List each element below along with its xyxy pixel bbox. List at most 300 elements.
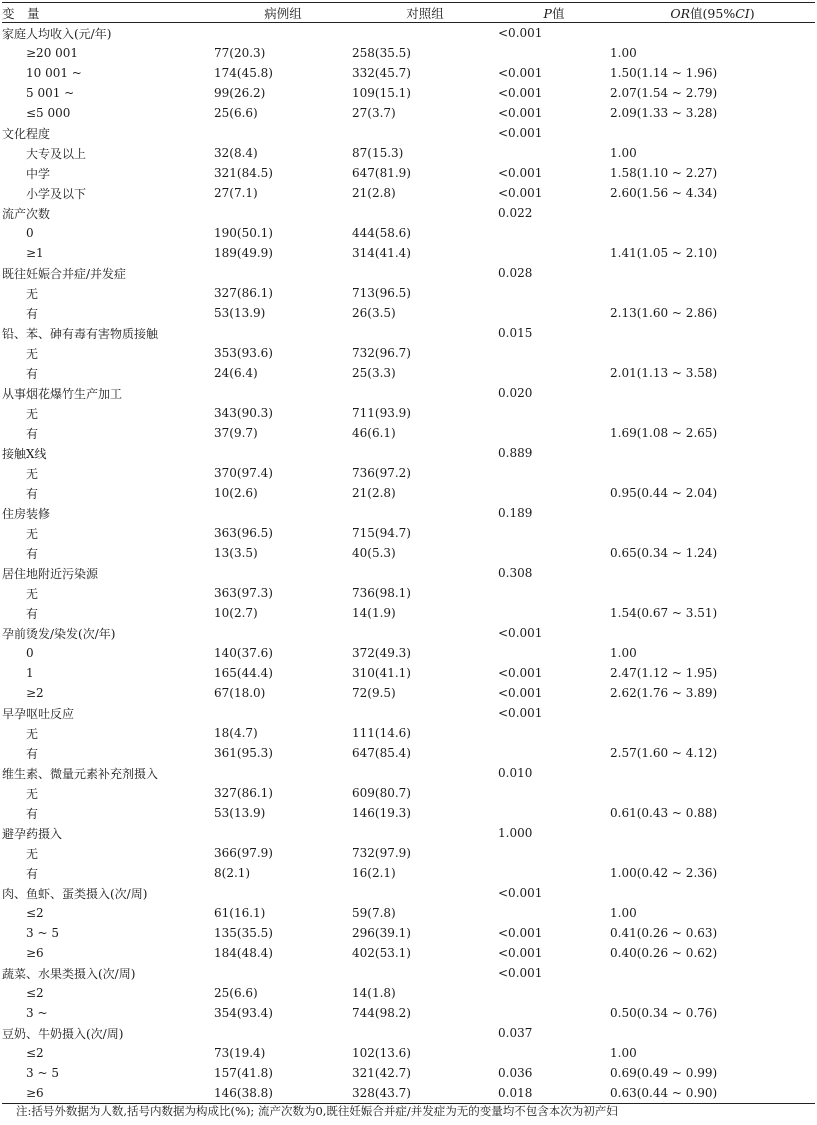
table-body <box>2 23 815 1104</box>
cell-case-count: 370(97.4) <box>214 466 273 480</box>
cell-case-count <box>214 383 352 403</box>
cell-odds-ratio <box>610 263 815 283</box>
cell-control-count: 647(81.9) <box>352 166 411 180</box>
table-row <box>2 843 815 863</box>
cell-case-count: 25(6.6) <box>214 986 258 1000</box>
cell-case-count: 135(35.5) <box>214 926 273 940</box>
table-row <box>2 103 815 123</box>
table-row <box>2 1063 815 1083</box>
cell-p-value: 0.018 <box>498 1083 610 1104</box>
cell-case-count: 184(48.4) <box>214 946 273 960</box>
cell-control-count: 14(1.8) <box>352 986 396 1000</box>
cell-p-value <box>498 903 610 923</box>
cell-control-count <box>352 823 498 843</box>
cell-p-value: 0.036 <box>498 1066 533 1080</box>
cell-case-count <box>214 703 352 723</box>
cell-variable: 小学及以下 <box>26 186 87 201</box>
cell-control-count <box>352 443 498 463</box>
cell-case-count: 8(2.1) <box>214 866 251 880</box>
cell-case-count: 53(13.9) <box>214 306 266 320</box>
cell-p-value <box>498 783 610 803</box>
table-row <box>2 863 815 883</box>
cell-odds-ratio <box>610 343 815 363</box>
cell-case-count: 99(26.2) <box>214 86 266 100</box>
cell-case-count <box>214 623 352 643</box>
cell-variable: 住房装修 <box>2 506 51 521</box>
cell-odds-ratio: 0.69(0.49 ~ 0.99) <box>610 1066 718 1080</box>
header-or-end: ) <box>749 5 755 21</box>
table-row <box>2 183 815 203</box>
cell-p-value: 1.000 <box>498 826 533 840</box>
cell-variable: 1 <box>26 666 34 680</box>
category-row <box>2 883 815 903</box>
cell-variable: 中学 <box>26 166 51 181</box>
cell-control-count: 21(2.8) <box>352 186 396 200</box>
cell-variable: 无 <box>26 786 39 801</box>
cell-p-value <box>498 743 610 763</box>
cell-control-count: 713(96.5) <box>352 286 411 300</box>
cell-control-count: 736(98.1) <box>352 586 411 600</box>
cell-odds-ratio <box>610 463 815 483</box>
cell-case-count <box>214 323 352 343</box>
category-row <box>2 123 815 143</box>
cell-control-count: 609(80.7) <box>352 786 411 800</box>
cell-variable: 流产次数 <box>2 206 51 221</box>
cell-p-value <box>498 643 610 663</box>
cell-odds-ratio <box>610 983 815 1003</box>
cell-variable: 5 001 ~ <box>26 86 75 100</box>
cell-p-value: <0.001 <box>498 86 543 100</box>
table-row <box>2 463 815 483</box>
category-row <box>2 443 815 463</box>
risk-factor-table <box>2 2 815 1104</box>
cell-odds-ratio: 1.50(1.14 ~ 1.96) <box>610 66 718 80</box>
cell-p-value: 0.028 <box>498 266 533 280</box>
cell-variable: 大专及以上 <box>26 146 87 161</box>
cell-p-value: <0.001 <box>498 686 543 700</box>
cell-odds-ratio: 1.00 <box>610 1046 637 1060</box>
table-row <box>2 903 815 923</box>
cell-case-count: 363(96.5) <box>214 526 273 540</box>
cell-control-count: 711(93.9) <box>352 406 411 420</box>
cell-p-value: 0.189 <box>498 506 533 520</box>
cell-control-count: 372(49.3) <box>352 646 411 660</box>
table-row <box>2 683 815 703</box>
table-row <box>2 243 815 263</box>
category-row <box>2 623 815 643</box>
table-row <box>2 483 815 503</box>
category-row <box>2 703 815 723</box>
cell-control-count <box>352 23 498 44</box>
cell-control-count <box>352 383 498 403</box>
category-row <box>2 763 815 783</box>
cell-odds-ratio <box>610 823 815 843</box>
cell-control-count: 321(42.7) <box>352 1066 411 1080</box>
cell-variable: 3 ~ 5 <box>26 1066 59 1080</box>
cell-odds-ratio <box>610 323 815 343</box>
cell-variable: ≥6 <box>2 1083 214 1104</box>
cell-variable: 肉、鱼虾、蛋类摄入(次/周) <box>2 886 148 901</box>
header-or-mid: 值(95% <box>690 5 736 21</box>
cell-control-count: 46(6.1) <box>352 426 396 440</box>
table-row <box>2 803 815 823</box>
cell-odds-ratio: 1.00(0.42 ~ 2.36) <box>610 866 718 880</box>
cell-odds-ratio: 1.58(1.10 ~ 2.27) <box>610 166 718 180</box>
cell-control-count: 296(39.1) <box>352 926 411 940</box>
table-row <box>2 583 815 603</box>
cell-p-value <box>498 143 610 163</box>
cell-odds-ratio <box>610 383 815 403</box>
cell-control-count: 72(9.5) <box>352 686 396 700</box>
cell-case-count <box>214 23 352 44</box>
category-row <box>2 963 815 983</box>
cell-odds-ratio <box>610 723 815 743</box>
cell-odds-ratio: 2.09(1.33 ~ 3.28) <box>610 106 718 120</box>
cell-case-count: 174(45.8) <box>214 66 273 80</box>
cell-p-value <box>498 283 610 303</box>
cell-odds-ratio: 2.13(1.60 ~ 2.86) <box>610 306 718 320</box>
cell-p-value <box>498 343 610 363</box>
cell-odds-ratio: 2.60(1.56 ~ 4.34) <box>610 186 718 200</box>
cell-odds-ratio <box>610 963 815 983</box>
cell-variable: 0 <box>26 646 34 660</box>
cell-case-count <box>214 1023 352 1043</box>
header-row <box>2 3 815 23</box>
table-row <box>2 663 815 683</box>
cell-control-count: 146(19.3) <box>352 806 411 820</box>
header-p-value <box>498 3 610 23</box>
cell-variable: 豆奶、牛奶摄入(次/周) <box>2 1026 124 1041</box>
cell-control-count: 444(58.6) <box>352 226 411 240</box>
cell-variable: 有 <box>26 486 39 501</box>
table-row <box>2 643 815 663</box>
cell-control-count: 27(3.7) <box>352 106 396 120</box>
cell-case-count: 366(97.9) <box>214 846 273 860</box>
cell-control-count: 314(41.4) <box>352 246 411 260</box>
cell-case-count: 157(41.8) <box>214 1066 273 1080</box>
cell-variable: 3 ~ 5 <box>26 926 59 940</box>
header-case-group: 病例组 <box>214 3 352 23</box>
cell-p-value: <0.001 <box>498 66 543 80</box>
cell-odds-ratio <box>610 403 815 423</box>
cell-variable: 有 <box>26 746 39 761</box>
cell-p-value: <0.001 <box>498 666 543 680</box>
cell-odds-ratio <box>610 583 815 603</box>
cell-case-count: 18(4.7) <box>214 726 258 740</box>
cell-variable: 0 <box>26 226 34 240</box>
cell-p-value: 0.308 <box>498 566 533 580</box>
cell-case-count: 189(49.9) <box>214 246 273 260</box>
category-row <box>2 323 815 343</box>
cell-case-count: 77(20.3) <box>214 46 266 60</box>
cell-case-count <box>214 563 352 583</box>
category-row <box>2 263 815 283</box>
cell-p-value: 0.020 <box>498 386 533 400</box>
cell-odds-ratio: 0.40(0.26 ~ 0.62) <box>610 946 718 960</box>
cell-case-count <box>214 763 352 783</box>
cell-odds-ratio: 2.01(1.13 ~ 3.58) <box>610 366 718 380</box>
cell-variable: 居住地附近污染源 <box>2 566 99 581</box>
cell-case-count: 32(8.4) <box>214 146 258 160</box>
cell-odds-ratio: 1.00 <box>610 146 637 160</box>
cell-odds-ratio: 0.50(0.34 ~ 0.76) <box>610 1006 718 1020</box>
cell-variable: 蔬菜、水果类摄入(次/周) <box>2 966 136 981</box>
table-row <box>2 43 815 63</box>
table-row <box>2 163 815 183</box>
cell-p-value <box>498 403 610 423</box>
table-row <box>2 943 815 963</box>
cell-case-count: 354(93.4) <box>214 1006 273 1020</box>
cell-odds-ratio <box>610 23 815 44</box>
cell-variable: 无 <box>26 586 39 601</box>
table-row <box>2 743 815 763</box>
cell-case-count: 327(86.1) <box>214 786 273 800</box>
cell-variable: ≥6 <box>26 946 44 960</box>
cell-odds-ratio <box>610 523 815 543</box>
cell-variable: 无 <box>26 466 39 481</box>
cell-p-value <box>498 1043 610 1063</box>
cell-control-count <box>352 263 498 283</box>
cell-p-value: 0.010 <box>498 766 533 780</box>
table-row <box>2 603 815 623</box>
cell-case-count <box>214 203 352 223</box>
cell-odds-ratio <box>610 883 815 903</box>
cell-variable: 有 <box>26 606 39 621</box>
cell-case-count: 61(16.1) <box>214 906 266 920</box>
table-row <box>2 403 815 423</box>
cell-case-count: 25(6.6) <box>214 106 258 120</box>
cell-control-count: 647(85.4) <box>352 746 411 760</box>
cell-case-count: 10(2.7) <box>214 606 258 620</box>
cell-variable: 无 <box>26 346 39 361</box>
cell-variable: 无 <box>26 526 39 541</box>
cell-control-count <box>352 503 498 523</box>
cell-p-value: 0.889 <box>498 446 533 460</box>
cell-control-count: 402(53.1) <box>352 946 411 960</box>
cell-case-count: 343(90.3) <box>214 406 273 420</box>
header-variable: 变 量 <box>2 3 214 23</box>
cell-odds-ratio: 0.65(0.34 ~ 1.24) <box>610 546 718 560</box>
cell-variable: 有 <box>26 306 39 321</box>
cell-variable: 10 001 ~ <box>26 66 82 80</box>
table-row <box>2 63 815 83</box>
table-row <box>2 363 815 383</box>
cell-p-value: 0.022 <box>498 206 533 220</box>
cell-variable: 早孕呕吐反应 <box>2 706 75 721</box>
cell-case-count <box>214 823 352 843</box>
cell-variable: ≤2 <box>26 986 44 1000</box>
cell-case-count: 140(37.6) <box>214 646 273 660</box>
cell-control-count: 715(94.7) <box>352 526 411 540</box>
cell-control-count: 109(15.1) <box>352 86 411 100</box>
cell-case-count: 363(97.3) <box>214 586 273 600</box>
cell-variable: 接触X线 <box>2 446 47 461</box>
cell-control-count <box>352 963 498 983</box>
cell-control-count: 732(97.9) <box>352 846 411 860</box>
cell-case-count: 361(95.3) <box>214 746 273 760</box>
cell-control-count <box>352 123 498 143</box>
cell-odds-ratio <box>610 223 815 243</box>
cell-odds-ratio <box>610 623 815 643</box>
cell-case-count: 165(44.4) <box>214 666 273 680</box>
cell-case-count: 353(93.6) <box>214 346 273 360</box>
table-row <box>2 303 815 323</box>
cell-variable: ≥20 001 <box>26 46 79 60</box>
table-row <box>2 923 815 943</box>
cell-variable: 有 <box>26 426 39 441</box>
cell-p-value <box>498 243 610 263</box>
cell-control-count <box>352 763 498 783</box>
cell-control-count <box>352 203 498 223</box>
cell-control-count: 102(13.6) <box>352 1046 411 1060</box>
cell-variable: ≤2 <box>26 906 44 920</box>
cell-case-count: 37(9.7) <box>214 426 258 440</box>
cell-p-value: <0.001 <box>498 706 543 720</box>
cell-p-value: <0.001 <box>498 626 543 640</box>
cell-control-count: 332(45.7) <box>352 66 411 80</box>
cell-case-count: 73(19.4) <box>214 1046 266 1060</box>
cell-variable: 无 <box>26 406 39 421</box>
cell-control-count: 25(3.3) <box>352 366 396 380</box>
category-row <box>2 203 815 223</box>
cell-p-value <box>498 863 610 883</box>
cell-p-value <box>498 583 610 603</box>
cell-p-value <box>498 543 610 563</box>
cell-p-value: <0.001 <box>498 966 543 980</box>
cell-case-count: 10(2.6) <box>214 486 258 500</box>
table-row <box>2 1003 815 1023</box>
cell-control-count: 21(2.8) <box>352 486 396 500</box>
cell-odds-ratio: 1.00 <box>610 906 637 920</box>
cell-variable: 有 <box>26 546 39 561</box>
cell-case-count <box>214 963 352 983</box>
header-odds-ratio <box>610 3 815 23</box>
table-row <box>2 283 815 303</box>
cell-p-value <box>498 483 610 503</box>
cell-case-count: 24(6.4) <box>214 366 258 380</box>
table-row <box>2 1043 815 1063</box>
cell-p-value <box>498 523 610 543</box>
cell-odds-ratio: 1.00 <box>610 46 637 60</box>
cell-p-value <box>498 723 610 743</box>
cell-odds-ratio: 2.62(1.76 ~ 3.89) <box>610 686 718 700</box>
table-row <box>2 543 815 563</box>
cell-odds-ratio <box>610 843 815 863</box>
cell-odds-ratio <box>610 763 815 783</box>
cell-odds-ratio: 0.41(0.26 ~ 0.63) <box>610 926 718 940</box>
cell-odds-ratio <box>610 563 815 583</box>
cell-odds-ratio: 2.47(1.12 ~ 1.95) <box>610 666 718 680</box>
cell-variable: 铅、苯、砷有毒有害物质接触 <box>2 326 159 341</box>
cell-odds-ratio: 2.07(1.54 ~ 2.79) <box>610 86 718 100</box>
cell-control-count: 40(5.3) <box>352 546 396 560</box>
cell-odds-ratio <box>610 123 815 143</box>
category-row <box>2 1023 815 1043</box>
cell-control-count: 328(43.7) <box>352 1083 498 1104</box>
cell-control-count <box>352 623 498 643</box>
cell-p-value: 0.037 <box>498 1026 533 1040</box>
cell-control-count: 111(14.6) <box>352 726 411 740</box>
cell-case-count: 146(38.8) <box>214 1083 352 1104</box>
table-row <box>2 343 815 363</box>
cell-p-value: <0.001 <box>498 106 543 120</box>
cell-p-value: <0.001 <box>498 926 543 940</box>
cell-odds-ratio <box>610 703 815 723</box>
category-row <box>2 383 815 403</box>
cell-odds-ratio: 0.95(0.44 ~ 2.04) <box>610 486 718 500</box>
cell-control-count <box>352 1023 498 1043</box>
cell-p-value <box>498 43 610 63</box>
cell-odds-ratio: 1.41(1.05 ~ 2.10) <box>610 246 718 260</box>
cell-control-count: 16(2.1) <box>352 866 396 880</box>
cell-p-value: <0.001 <box>498 166 543 180</box>
cell-variable: 无 <box>26 846 39 861</box>
cell-odds-ratio: 1.54(0.67 ~ 3.51) <box>610 606 718 620</box>
cell-case-count: 327(86.1) <box>214 286 273 300</box>
table-row <box>2 83 815 103</box>
table-row <box>2 783 815 803</box>
cell-case-count <box>214 123 352 143</box>
cell-odds-ratio: 0.61(0.43 ~ 0.88) <box>610 806 718 820</box>
cell-control-count: 310(41.1) <box>352 666 411 680</box>
table-row <box>2 143 815 163</box>
header-p-symbol: P <box>543 5 552 21</box>
table-row <box>2 723 815 743</box>
cell-p-value: 0.015 <box>498 326 533 340</box>
cell-p-value <box>498 423 610 443</box>
cell-case-count: 321(84.5) <box>214 166 273 180</box>
table-row <box>2 523 815 543</box>
category-row <box>2 823 815 843</box>
cell-control-count: 736(97.2) <box>352 466 411 480</box>
cell-p-value: <0.001 <box>498 946 543 960</box>
cell-p-value <box>498 303 610 323</box>
category-row <box>2 503 815 523</box>
cell-odds-ratio <box>610 503 815 523</box>
header-control-group: 对照组 <box>352 3 498 23</box>
header-p-suffix: 值 <box>551 5 565 21</box>
cell-control-count: 14(1.9) <box>352 606 396 620</box>
cell-p-value <box>498 983 610 1003</box>
header-ci-symbol: CI <box>735 5 750 21</box>
cell-case-count <box>214 883 352 903</box>
table-footnote: 注:括号外数据为人数,括号内数据为构成比(%); 流产次数为0,既往妊娠合并症/并发症为无的变量均不包含本次为初产妇 <box>16 1104 618 1118</box>
cell-odds-ratio <box>610 283 815 303</box>
cell-p-value <box>498 463 610 483</box>
cell-odds-ratio <box>610 783 815 803</box>
cell-case-count <box>214 263 352 283</box>
cell-control-count: 87(15.3) <box>352 146 404 160</box>
header-or-symbol: OR <box>670 5 691 21</box>
cell-variable: 家庭人均收入(元/年) <box>2 26 112 41</box>
cell-odds-ratio <box>610 1023 815 1043</box>
cell-odds-ratio <box>610 203 815 223</box>
cell-odds-ratio: 1.00 <box>610 646 637 660</box>
cell-odds-ratio: 2.57(1.60 ~ 4.12) <box>610 746 718 760</box>
cell-variable: 避孕药摄入 <box>2 826 63 841</box>
cell-control-count: 732(96.7) <box>352 346 411 360</box>
cell-control-count <box>352 703 498 723</box>
cell-odds-ratio <box>610 443 815 463</box>
cell-variable: 维生素、微量元素补充剂摄入 <box>2 766 159 781</box>
cell-variable: 既往妊娠合并症/并发症 <box>2 266 127 281</box>
cell-variable: ≥2 <box>26 686 44 700</box>
cell-case-count: 190(50.1) <box>214 226 273 240</box>
cell-p-value: <0.001 <box>498 186 543 200</box>
cell-variable: 文化程度 <box>2 126 51 141</box>
cell-case-count: 53(13.9) <box>214 806 266 820</box>
cell-control-count: 744(98.2) <box>352 1006 411 1020</box>
